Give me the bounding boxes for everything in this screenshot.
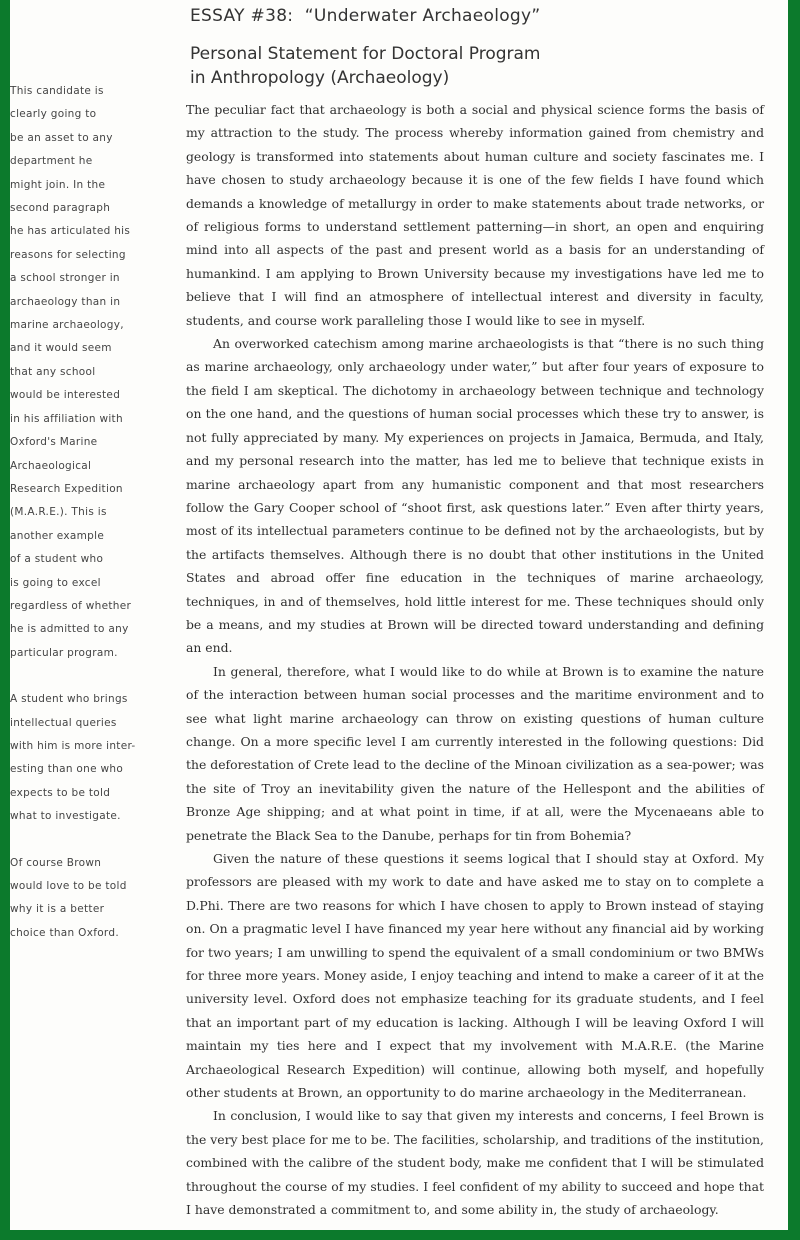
margin-note-line: in his affiliation with (10, 412, 123, 425)
essay-paragraph: The peculiar fact that archaeology is both a social and physical science forms the basis of my attraction to the study. The process whereby information gained from chemistry and geology is transformed into statements about human culture and society fascinates me. I have chosen to study archaeology because it is one of the few fields I have found which demands a knowledge of metallurgy in order to make statements about trade networks, or of religious forms to understand settlement patterning—in short, an open and enquiring mind into all aspects of the past and present world as a basis for an understanding of humankind. I am applying to Brown University because my investigations have led me to believe that I will find an atmosphere of intellectual interest and diversity in faculty, students, and course work paralleling those I would like to see in myself. (186, 102, 764, 328)
margin-note-line: he has articulated his (10, 225, 131, 238)
margin-note-line: clearly going to (10, 108, 97, 121)
margin-note-line: Of course Brown (10, 856, 102, 869)
subtitle-line: in Anthropology (Archaeology) (190, 68, 450, 88)
essay-heading (190, 6, 541, 26)
essay-paragraph: In general, therefore, what I would like to do while at Brown is to examine the nature of the interaction between human social processes and the maritime environment and to see what light marine archaeology can throw on existing questions of human culture change. On a more specific level I am currently interested in the following questions: Did the deforestation of Crete lead to the decline of the Minoan civilization as a sea-power; was the site of Troy an inevitability given the nature of the Hellespont and the abilities of Bronze Age shipping; and at what point in time, if at all, were the Mycenaeans able to penetrate the Black Sea to the Danube, perhaps for tin from Bohemia? (186, 663, 764, 843)
margin-note-line: choice than Oxford. (10, 926, 119, 939)
subtitle-line: Personal Statement for Doctoral Program (190, 44, 541, 64)
document-subtitle (190, 42, 750, 90)
essay-title: “Underwater Archaeology” (304, 6, 541, 26)
margin-note (10, 80, 170, 665)
margin-commentary (10, 80, 170, 968)
margin-note-line: particular program. (10, 646, 118, 659)
essay-label: ESSAY #38: (190, 6, 294, 26)
margin-note-line: why it is a better (10, 903, 105, 916)
margin-note-line: and it would seem (10, 342, 112, 355)
margin-note-line: is going to excel (10, 576, 101, 589)
margin-note-line: marine archaeology, (10, 319, 124, 332)
margin-note-line: with him is more inter- (10, 739, 136, 752)
essay-paragraph: An overworked catechism among marine archaeologists is that “there is no such thing as marine archaeology, only archaeology under water,” but after four years of exposure to the field I am skeptical. The dichotomy in archaeology between technique and technology on the one hand, and the questions of human social processes which these try to answer, is not fully appreciated by many. My experiences on projects in Jamaica, Bermuda, and Italy, and my personal research into the matter, has led me to believe that technique exists in marine archaeology apart from any humanistic component and that most researchers follow the Gary Cooper school of “shoot first, ask questions later.” Even after thirty years, most of its intellectual parameters continue to be defined not by the archaeologists, but by the artifacts themselves. Although there is no doubt that other institutions in the United States and abroad offer fine education in the techniques of marine archaeology, techniques, in and of themselves, hold little interest for me. These techniques should only be a means, and my studies at Brown will be directed toward understanding and defining an end. (186, 336, 764, 656)
margin-note-line: regardless of whether (10, 599, 132, 612)
margin-note-line: would be interested (10, 389, 121, 402)
margin-note-line: Archaeological (10, 459, 92, 472)
margin-note-line: would love to be told (10, 880, 127, 892)
essay-paragraph: In conclusion, I would like to say that given my interests and concerns, I feel Brown is the very best place for me to be. The facilities, scholarship, and traditions of the institution, combined with the calibre of the student body, make me confident that I will be stimulated throughout the course of my studies. I feel confident of my ability to succeed and hope that I have demonstrated a commitment to, and some ability in, the study of archaeology. (186, 1108, 764, 1218)
margin-note (10, 852, 170, 946)
margin-note-line: Oxford's Marine (10, 436, 98, 449)
margin-note-line: of a student who (10, 553, 104, 566)
document-page (10, 0, 788, 1230)
margin-note-line: he is admitted to any (10, 623, 129, 636)
essay-paragraph: Given the nature of these questions it seems logical that I should stay at Oxford. My professors are pleased with my work to date and have asked me to stay on to complete a D.Phi. There are two reasons for which I have chosen to apply to Brown instead of staying on. On a pragmatic level I have financed my year here without any financial aid by working for two years; I am unwilling to spend the equivalent of a small condominium or two BMWs for three more years. Money aside, I enjoy teaching and intend to make a career of it at the university level. Oxford does not emphasize teaching for its graduate students, and I feel that an important part of my education is lacking. Although I will be leaving Oxford I will maintain my ties here and I expect that my involvement with M.A.R.E. (the Marine Archaeological Research Expedition) will continue, allowing both myself, and hopefully other students at Brown, an opportunity to do marine archaeology in the Mediterranean. (186, 851, 764, 1101)
margin-note-line: a school stronger in (10, 272, 120, 285)
essay-body (186, 98, 764, 1222)
margin-note-line: (M.A.R.E.). This is (10, 506, 107, 519)
margin-note-line: might join. In the (10, 178, 106, 191)
margin-note-line: that any school (10, 365, 96, 378)
margin-note (10, 688, 170, 828)
margin-note-line: second paragraph (10, 202, 111, 215)
margin-note-line: esting than one who (10, 763, 124, 776)
margin-note-line: what to investigate. (10, 810, 121, 823)
margin-note-line: A student who brings (10, 693, 128, 706)
margin-note-line: expects to be told (10, 786, 111, 799)
margin-note-line: Research Expedition (10, 482, 123, 495)
margin-note-line: department he (10, 155, 93, 168)
margin-note-line: intellectual queries (10, 716, 117, 729)
margin-note-line: archaeology than in (10, 295, 121, 308)
margin-note-line: This candidate is (10, 85, 104, 97)
margin-note-line: reasons for selecting (10, 248, 126, 261)
margin-note-line: another example (10, 529, 105, 542)
margin-note-line: be an asset to any (10, 131, 113, 144)
